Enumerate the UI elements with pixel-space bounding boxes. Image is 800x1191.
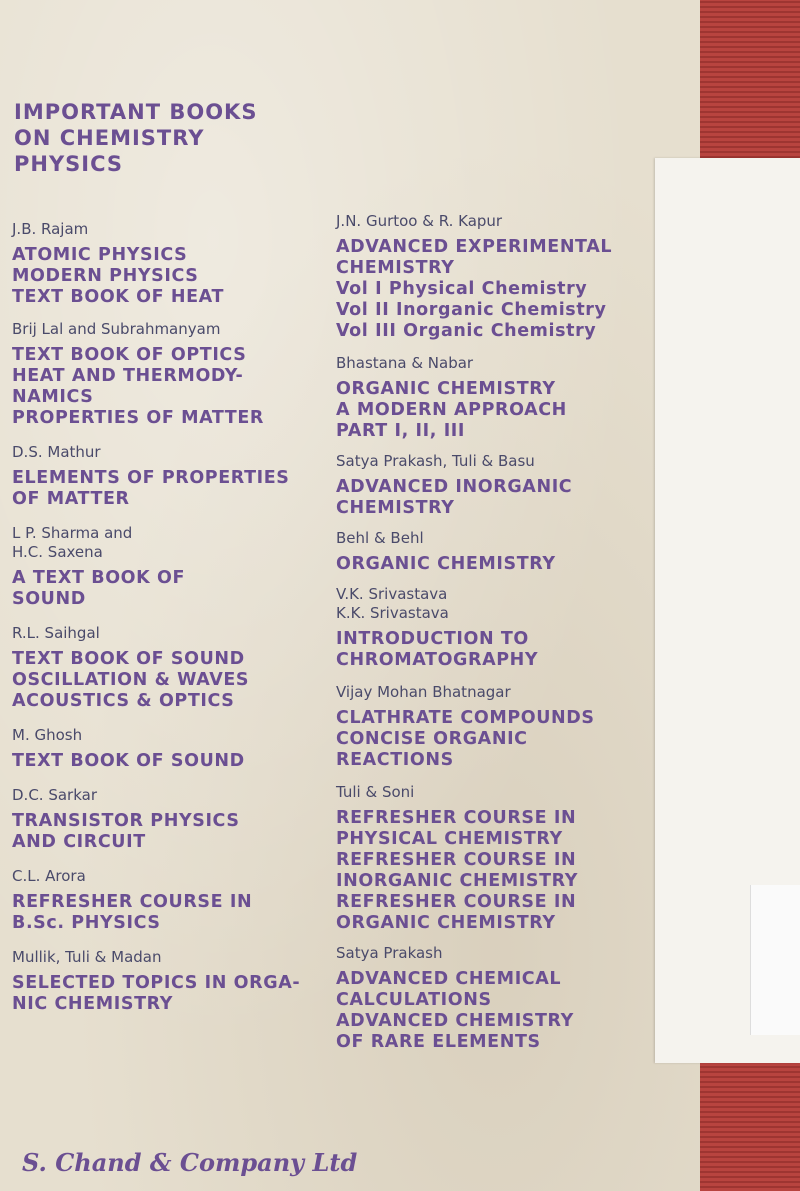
book-entry <box>12 524 332 610</box>
book-title: CONCISE ORGANIC <box>336 729 528 749</box>
book-titles <box>12 345 332 429</box>
book-author: K.K. Srivastava <box>336 604 449 622</box>
book-title: ORGANIC CHEMISTRY <box>336 913 556 933</box>
book-title: REFRESHER COURSE IN <box>336 850 577 870</box>
book-author: Tuli & Soni <box>336 783 415 801</box>
book-title: AND CIRCUIT <box>12 832 146 852</box>
book-entry <box>12 867 332 934</box>
book-title: Vol II Inorganic Chemistry <box>336 300 607 320</box>
book-title: B.Sc. PHYSICS <box>12 913 161 933</box>
book-title: ORGANIC CHEMISTRY <box>336 554 556 574</box>
book-entry <box>336 529 656 575</box>
book-title: CHROMATOGRAPHY <box>336 650 539 670</box>
book-entry <box>336 452 656 519</box>
book-title: HEAT AND THERMODY- <box>12 366 244 386</box>
book-author: J.B. Rajam <box>12 220 89 238</box>
book-author: D.C. Sarkar <box>12 786 97 804</box>
book-titles <box>12 751 332 772</box>
book-entry <box>336 783 656 934</box>
book-author: M. Ghosh <box>12 726 83 744</box>
book-entry <box>336 585 656 671</box>
book-entry <box>12 443 332 510</box>
book-title: ATOMIC PHYSICS <box>12 245 188 265</box>
book-title: Vol I Physical Chemistry <box>336 279 588 299</box>
book-titles <box>12 892 332 934</box>
book-author: D.S. Mathur <box>12 443 101 461</box>
book-titles <box>336 969 656 1053</box>
book-author: C.L. Arora <box>12 867 86 885</box>
book-title: PART I, II, III <box>336 421 466 441</box>
book-entry <box>12 320 332 429</box>
book-title: REFRESHER COURSE IN <box>336 892 577 912</box>
book-title: ORGANIC CHEMISTRY <box>336 379 556 399</box>
book-title: CLATHRATE COMPOUNDS <box>336 708 595 728</box>
book-entry <box>12 786 332 853</box>
book-author: Satya Prakash, Tuli & Basu <box>336 452 535 470</box>
book-title: SOUND <box>12 589 86 609</box>
book-titles <box>12 245 332 308</box>
book-entry <box>336 944 656 1053</box>
book-entry <box>336 354 656 442</box>
book-title: REFRESHER COURSE IN <box>336 808 577 828</box>
book-author: Bhastana & Nabar <box>336 354 474 372</box>
book-titles <box>12 973 332 1015</box>
book-title: OF MATTER <box>12 489 130 509</box>
book-entry <box>336 683 656 771</box>
book-title: CHEMISTRY <box>336 258 455 278</box>
book-title: A TEXT BOOK OF <box>12 568 186 588</box>
book-author: Satya Prakash <box>336 944 443 962</box>
publisher-name: S. Chand & Company Ltd <box>22 1148 358 1177</box>
book-title: SELECTED TOPICS IN ORGA- <box>12 973 301 993</box>
book-title: PHYSICAL CHEMISTRY <box>336 829 563 849</box>
book-title: Vol III Organic Chemistry <box>336 321 597 341</box>
book-title: REFRESHER COURSE IN <box>12 892 253 912</box>
book-title: PROPERTIES OF MATTER <box>12 408 264 428</box>
book-title: OSCILLATION & WAVES <box>12 670 250 690</box>
book-title: OF RARE ELEMENTS <box>336 1032 541 1052</box>
book-title: ADVANCED CHEMICAL <box>336 969 562 989</box>
book-entry <box>336 212 656 342</box>
book-author: L P. Sharma and <box>12 524 133 542</box>
heading-line-1: IMPORTANT BOOKS <box>14 100 258 124</box>
book-title: NIC CHEMISTRY <box>12 994 173 1014</box>
book-title: TRANSISTOR PHYSICS <box>12 811 240 831</box>
book-title: ADVANCED INORGANIC <box>336 477 573 497</box>
book-entry <box>12 624 332 712</box>
left-book-list <box>12 208 332 1015</box>
book-title: REACTIONS <box>336 750 454 770</box>
book-author: Vijay Mohan Bhatnagar <box>336 683 511 701</box>
book-titles <box>336 554 656 575</box>
book-author: H.C. Saxena <box>12 543 103 561</box>
book-title: TEXT BOOK OF SOUND <box>12 649 245 669</box>
book-author: R.L. Saihgal <box>12 624 100 642</box>
book-titles <box>336 477 656 519</box>
book-title: MODERN PHYSICS <box>12 266 199 286</box>
book-title: NAMICS <box>12 387 94 407</box>
book-titles <box>336 629 656 671</box>
book-titles <box>12 649 332 712</box>
book-author: V.K. Srivastava <box>336 585 448 603</box>
book-titles <box>336 237 656 342</box>
book-author: J.N. Gurtoo & R. Kapur <box>336 212 503 230</box>
book-entry <box>12 726 332 772</box>
book-author: Brij Lal and Subrahmanyam <box>12 320 221 338</box>
book-title: ELEMENTS OF PROPERTIES <box>12 468 290 488</box>
book-title: INTRODUCTION TO <box>336 629 529 649</box>
book-entry <box>12 948 332 1015</box>
book-author: Mullik, Tuli & Madan <box>12 948 162 966</box>
heading-line-2: ON CHEMISTRY <box>14 126 205 150</box>
paper-patch-inner <box>750 885 800 1035</box>
book-titles <box>12 811 332 853</box>
book-title: TEXT BOOK OF HEAT <box>12 287 225 307</box>
book-titles <box>336 808 656 934</box>
book-title: A MODERN APPROACH <box>336 400 567 420</box>
right-book-list <box>336 200 656 1053</box>
page-heading <box>14 99 257 177</box>
book-title: TEXT BOOK OF OPTICS <box>12 345 247 365</box>
heading-line-3: PHYSICS <box>14 152 124 176</box>
book-title: CALCULATIONS <box>336 990 492 1010</box>
book-title: INORGANIC CHEMISTRY <box>336 871 579 891</box>
book-title: ADVANCED CHEMISTRY <box>336 1011 574 1031</box>
book-title: TEXT BOOK OF SOUND <box>12 751 245 771</box>
book-title: ADVANCED EXPERIMENTAL <box>336 237 613 257</box>
book-titles <box>12 568 332 610</box>
book-author: Behl & Behl <box>336 529 424 547</box>
book-entry <box>12 220 332 308</box>
book-titles <box>12 468 332 510</box>
book-titles <box>336 379 656 442</box>
book-titles <box>336 708 656 771</box>
book-title: ACOUSTICS & OPTICS <box>12 691 235 711</box>
book-title: CHEMISTRY <box>336 498 455 518</box>
